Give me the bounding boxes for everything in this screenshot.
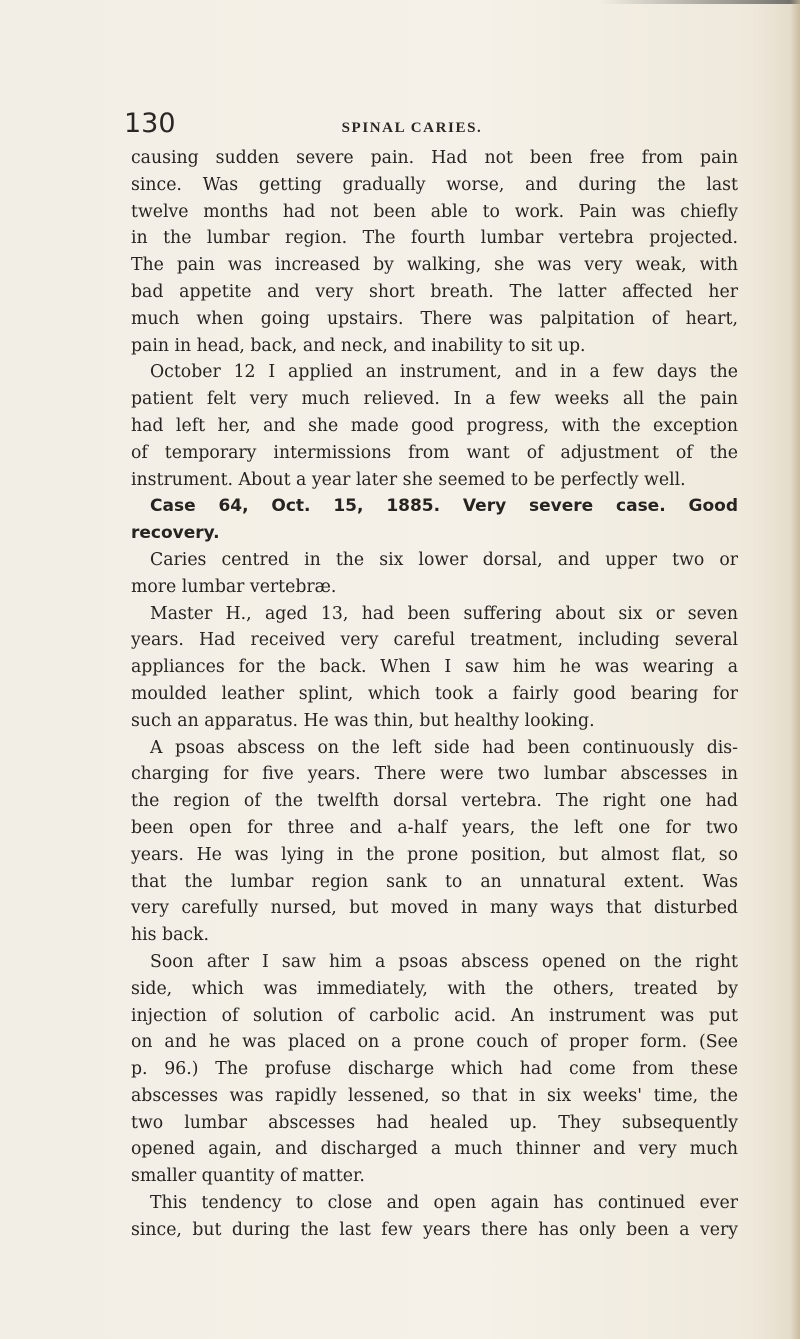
page-edge-shadow — [790, 0, 800, 1339]
text-line: on and he was placed on a prone couch of proper form. (See — [131, 1032, 738, 1053]
text-line: This tendency to close and open again has continued ever — [150, 1193, 738, 1214]
text-line: charging for five years. There were two lumbar abscesses in — [131, 764, 738, 785]
text-line: Soon after I saw him a psoas abscess opened on the right — [150, 951, 738, 972]
text-line: side, which was immediately, with the others, treated by — [131, 978, 738, 999]
text-line: very carefully nursed, but moved in many ways that disturbed — [131, 898, 738, 919]
text-line: years. He was lying in the prone position, but almost flat, so — [131, 844, 738, 865]
text-line: abscesses was rapidly lessened, so that in six weeks' time, the — [131, 1085, 738, 1106]
running-head: SPINAL CARIES. — [341, 120, 483, 136]
text-line: Caries centred in the six lower dorsal, and upper two or — [150, 549, 738, 570]
text-line: been open for three and a-half years, the left one for two — [131, 817, 738, 838]
text-line: p. 96.) The profuse discharge which had come from these — [131, 1059, 738, 1080]
text-line: bad appetite and very short breath. The latter affected her — [131, 281, 738, 302]
body-text — [131, 145, 738, 1244]
text-line: years. Had received very careful treatment, including several — [131, 630, 738, 651]
text-line: that the lumbar region sank to an unnatural extent. Was — [131, 871, 738, 892]
text-line: October 12 I applied an instrument, and in a few days the — [150, 362, 738, 383]
text-line: much when going upstairs. There was palpitation of heart, — [131, 308, 738, 329]
text-line: had left her, and she made good progress, with the exception — [131, 415, 738, 436]
text-line: twelve months had not been able to work. Pain was chiefly — [131, 201, 738, 222]
text-line: Master H., aged 13, had been suffering about six or seven — [150, 603, 738, 624]
text-line: instrument. About a year later she seemed to be perfectly well. — [131, 469, 686, 490]
text-line: his back. — [131, 925, 210, 946]
text-line: since, but during the last few years there has only been a very — [131, 1219, 738, 1240]
page-number: 130 — [124, 108, 176, 139]
text-line: causing sudden severe pain. Had not been free from pain — [131, 148, 738, 168]
case-heading-continued: recovery. — [131, 523, 220, 544]
text-line: appliances for the back. When I saw him he was wearing a — [131, 657, 738, 678]
text-line: two lumbar abscesses had healed up. They subsequently — [131, 1112, 738, 1133]
case-heading: Case 64, Oct. 15, 1885. Very severe case. Good — [150, 496, 738, 517]
text-line: since. Was getting gradually worse, and during the last — [131, 174, 738, 195]
text-line: injection of solution of carbolic acid. An instrument was put — [131, 1005, 738, 1026]
text-line: of temporary intermissions from want of adjustment of the — [131, 442, 738, 463]
text-line: pain in head, back, and neck, and inability to sit up. — [131, 335, 586, 356]
text-line: smaller quantity of matter. — [131, 1166, 365, 1187]
text-line: The pain was increased by walking, she was very weak, with — [131, 255, 738, 276]
text-line: A psoas abscess on the left side had been continuously dis- — [150, 737, 738, 758]
text-line: moulded leather splint, which took a fairly good bearing for — [131, 683, 738, 704]
text-line: the region of the twelfth dorsal vertebra. The right one had — [131, 791, 738, 812]
text-line: such an apparatus. He was thin, but healthy looking. — [131, 710, 595, 731]
text-line: more lumbar vertebræ. — [131, 576, 337, 597]
text-line: opened again, and discharged a much thinner and very much — [131, 1139, 738, 1160]
top-edge-shadow — [600, 0, 800, 4]
text-line: in the lumbar region. The fourth lumbar vertebra projected. — [131, 228, 738, 249]
text-line: patient felt very much relieved. In a few weeks all the pain — [131, 389, 738, 410]
